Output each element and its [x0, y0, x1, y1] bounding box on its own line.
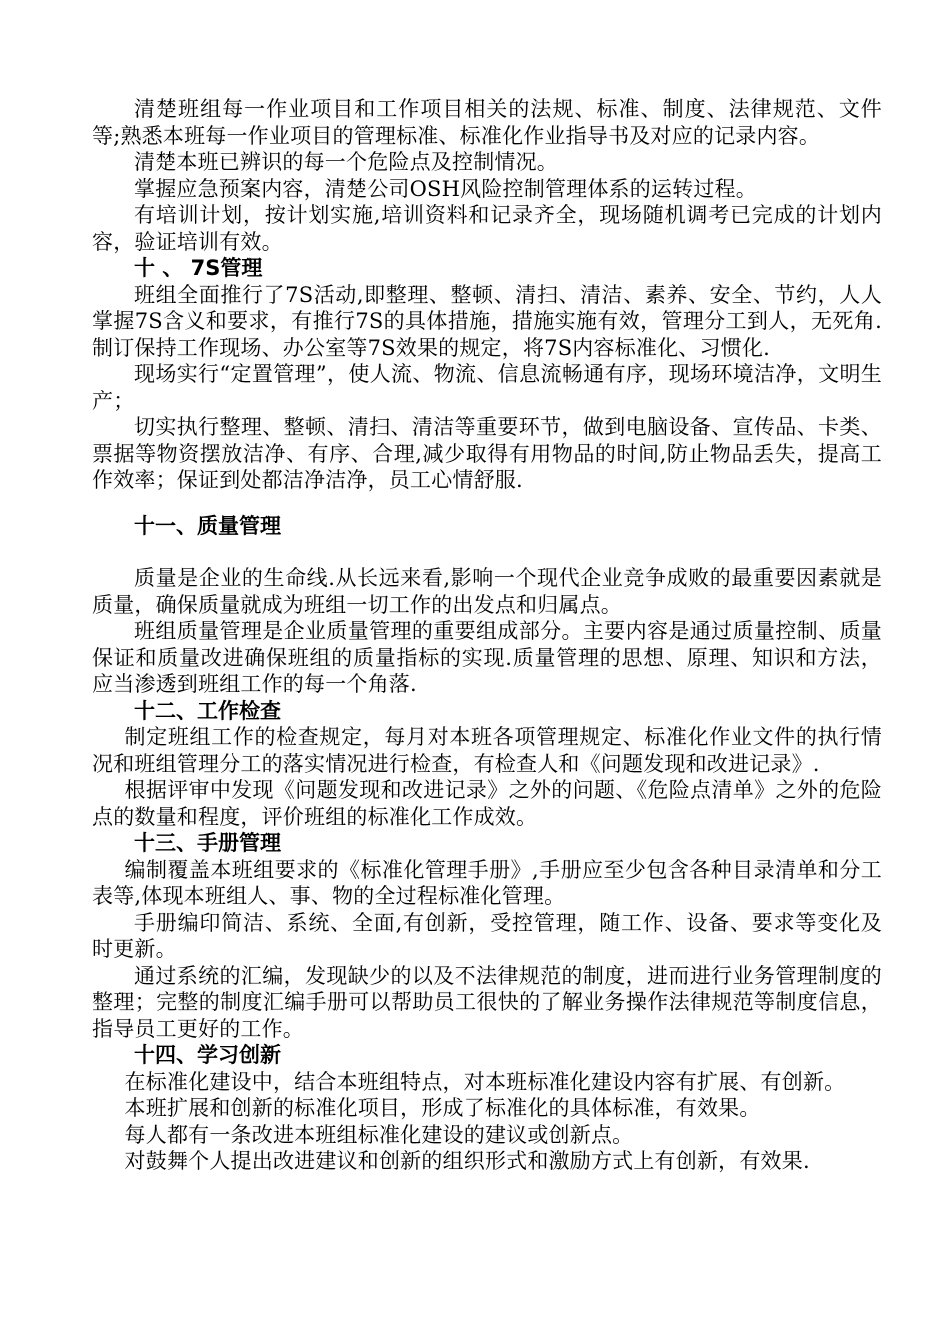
paragraph: 通过系统的汇编，发现缺少的以及不法律规范的制度，进而进行业务管理制度的整理；完整的制度汇编手册可以帮助员工很快的了解业务操作法律规范等制度信息，指导员工更好的工作。: [92, 963, 882, 1041]
section-heading-7s: 十 、 7S管理: [134, 256, 263, 280]
paragraph: 切实执行整理、整顿、清扫、清洁等重要环节，做到电脑设备、宣传品、卡类、票据等物资摆放洁净、有序、合理,减少取得有用物品的时间,防止物品丢失，提高工作效率；保证到处都洁净洁净，员工心情舒服.: [92, 415, 882, 492]
section-quality: [92, 513, 882, 698]
section-heading-manual: 十三、手册管理: [134, 831, 281, 855]
paragraph: 本班扩展和创新的标准化项目，形成了标准化的具体标准，有效果。: [124, 1096, 761, 1120]
section-7s: [92, 255, 882, 494]
section-heading-inspection: 十二、工作检查: [134, 698, 281, 723]
paragraph: 质量是企业的生命线.从长远来看,影响一个现代企业竞争成败的最重要因素就是质量，确保质量就成为班组一切工作的出发点和归属点。: [92, 566, 882, 617]
section-heading-innovation: 十四、学习创新: [134, 1043, 281, 1067]
section-training: [92, 96, 882, 255]
paragraph: 在标准化建设中，结合本班组特点，对本班标准化建设内容有扩展、有创新。: [124, 1069, 846, 1094]
paragraph: 手册编印简洁、系统、全面,有创新，受控管理，随工作、设备、要求等变化及时更新。: [92, 910, 882, 961]
paragraph: 清楚班组每一作业项目和工作项目相关的法规、标准、制度、法律规范、文件等;熟悉本班每一作业项目的管理标准、标准化作业指导书及对应的记录内容。: [92, 97, 882, 148]
paragraph: 班组质量管理是企业质量管理的重要组成部分。主要内容是通过质量控制、质量保证和质量改进确保班组的质量指标的实现.质量管理的思想、原理、知识和方法，应当渗透到班组工作的每一个角落.: [92, 619, 882, 696]
section-manual: [92, 830, 882, 1042]
paragraph: 班组全面推行了7S活动,即整理、整顿、清扫、清洁、素养、安全、节约，人人掌握7S含义和要求，有推行7S的具体措施，措施实施有效，管理分工到人，无死角.制订保持工作现场、办公室等7S效果的规定，将7S内容标准化、习惯化.: [92, 282, 882, 360]
paragraph: 有培训计划，按计划实施,培训资料和记录齐全，现场随机调考已完成的计划内容，验证培训有效。: [92, 203, 882, 254]
section-inspection: [92, 698, 882, 831]
paragraph: 编制覆盖本班组要求的《标准化管理手册》,手册应至少包含各种目录清单和分工表等,体现本班组人、事、物的全过程标准化管理。: [92, 857, 882, 908]
document-body: [92, 96, 882, 1175]
paragraph: 制定班组工作的检查规定，每月对本班各项管理规定、标准化作业文件的执行情况和班组管理分工的落实情况进行检查，有检查人和《问题发现和改进记录》.: [92, 725, 882, 776]
section-heading-quality: 十一、质量管理: [134, 513, 281, 538]
paragraph: 对鼓舞个人提出改进建议和创新的组织形式和激励方式上有创新，有效果.: [124, 1149, 810, 1173]
paragraph: 掌握应急预案内容，清楚公司OSH风险控制管理体系的运转过程。: [134, 176, 757, 201]
paragraph: 清楚本班已辨识的每一个危险点及控制情况。: [134, 150, 558, 174]
section-innovation: [92, 1042, 882, 1175]
paragraph: 现场实行“定置管理”，使人流、物流、信息流畅通有序，现场环境洁净，文明生产；: [92, 362, 882, 413]
paragraph: 根据评审中发现《问题发现和改进记录》之外的问题、《危险点清单》之外的危险点的数量和程度，评价班组的标准化工作成效。: [92, 778, 882, 829]
paragraph: 每人都有一条改进本班组标准化建设的建议或创新点。: [124, 1122, 634, 1147]
